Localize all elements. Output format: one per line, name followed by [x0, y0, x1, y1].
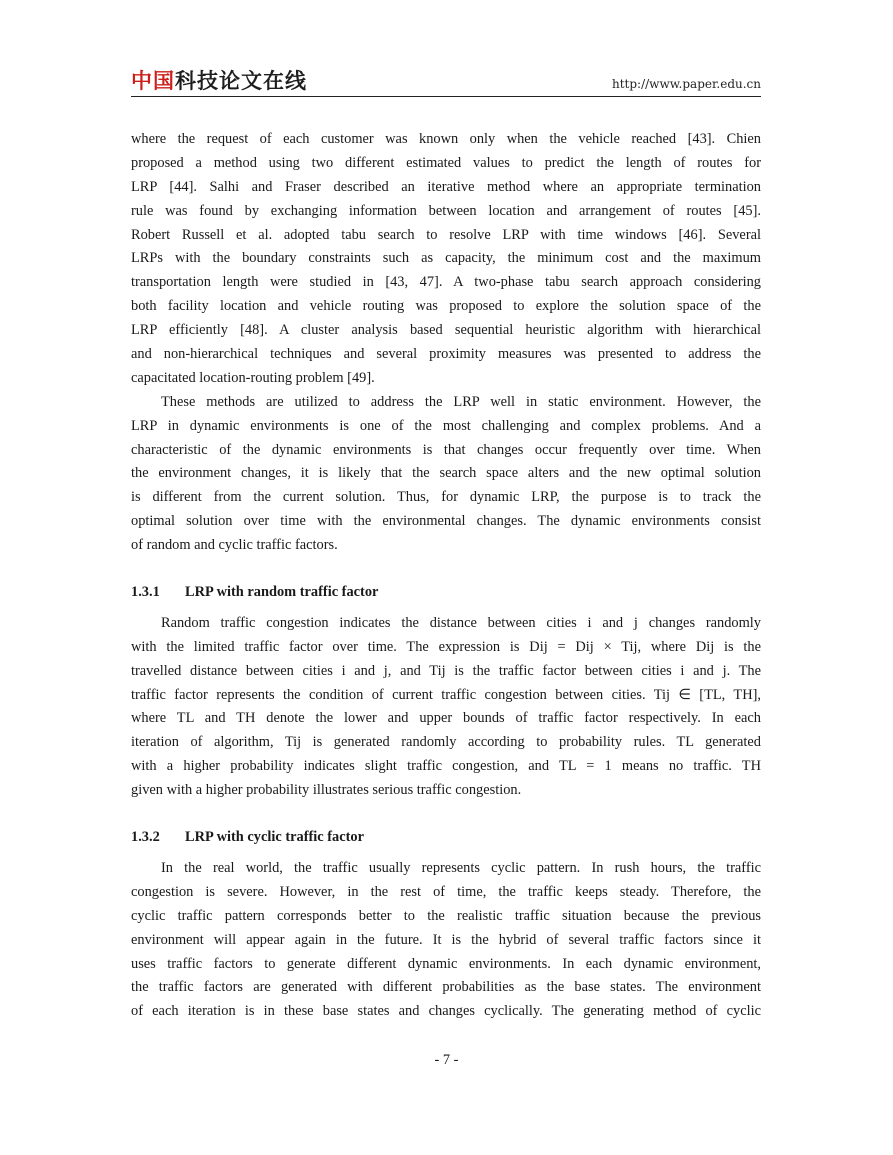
text-line: and non-hierarchical techniques and several proximity measures was presented to address the [131, 346, 761, 363]
text-line: with a higher probability indicates slight traffic congestion, and TL = 1 means no traffic. TH [131, 758, 761, 775]
text-line: rule was found by exchanging information between location and arrangement of routes [45]. [131, 202, 761, 219]
text-line: LRPs with the boundary constraints such as capacity, the minimum cost and the maximum [131, 250, 761, 267]
text-line: LRP efficiently [48]. A cluster analysis based sequential heuristic algorithm with hierarchical [131, 322, 761, 339]
text-line: Robert Russell et al. adopted tabu search to resolve LRP with time windows [46]. Several [131, 226, 761, 243]
paragraph-1 [131, 128, 761, 391]
section-title: LRP with cyclic traffic factor [185, 829, 365, 846]
text-line: travelled distance between cities i and j, and Tij is the traffic factor between cities i and j. The [131, 662, 761, 679]
text-line: environment will appear again in the future. It is the hybrid of several traffic factors since it [131, 931, 761, 948]
text-line: optimal solution over time with the environmental changes. The dynamic environments consist [131, 513, 761, 530]
text-line: LRP [44]. Salhi and Fraser described an iterative method where an appropriate termination [131, 178, 761, 195]
text-line: characteristic of the dynamic environments is that changes occur frequently over time. When [131, 441, 761, 458]
text-line: the environment changes, it is likely that the search space alters and the new optimal solution [131, 465, 761, 482]
text-line: capacitated location-routing problem [49]. [131, 369, 375, 386]
text-line: given with a higher probability illustrates serious traffic congestion. [131, 782, 522, 799]
text-line: with the limited traffic factor over time. The expression is Dij = Dij × Tij, where Dij is the [131, 638, 761, 655]
text-line: uses traffic factors to generate different dynamic environments. In each dynamic environment, [131, 955, 761, 972]
header-url[interactable]: http://www.paper.edu.cn [611, 77, 761, 91]
page-number: - 7 - [434, 1052, 459, 1068]
text-line: Random traffic congestion indicates the distance between cities i and j changes randomly [161, 614, 761, 631]
paragraph-3 [131, 612, 761, 803]
paragraph-2 [131, 391, 761, 558]
text-line: LRP in dynamic environments is one of the most challenging and complex problems. And a [131, 417, 761, 434]
text-line: of random and cyclic traffic factors. [131, 537, 338, 554]
text-line: proposed a method using two different estimated values to predict the length of routes for [131, 154, 761, 171]
paragraph-4 [131, 857, 761, 1024]
section-number: 1.3.1 [131, 584, 160, 601]
text-line: traffic factor represents the condition of current traffic congestion between cities. Tij ∈ [TL, TH], [131, 686, 761, 703]
text-line: of each iteration is in these base states and changes cyclically. The generating method of cyclic [131, 1003, 761, 1020]
text-line: iteration of algorithm, Tij is generated randomly according to probability rules. TL generated [131, 734, 761, 751]
text-line: where the request of each customer was known only when the vehicle reached [43]. Chien [131, 131, 761, 147]
text-line: transportation length were studied in [43, 47]. A two-phase tabu search approach considering [131, 274, 761, 291]
text-line: where TL and TH denote the lower and upper bounds of traffic factor respectively. In each [131, 710, 761, 727]
page-header [131, 68, 761, 97]
logo-text-dark: 科技论文在线 [175, 69, 307, 93]
paper-body [131, 128, 761, 1024]
section-heading-1-3-2 [131, 826, 761, 850]
logo-text-red: 中国 [131, 69, 175, 93]
text-line: both facility location and vehicle routing was proposed to explore the solution space of the [131, 298, 761, 315]
section-title: LRP with random traffic factor [185, 584, 379, 601]
text-line: In the real world, the traffic usually represents cyclic pattern. In rush hours, the traffic [161, 859, 761, 876]
text-line: congestion is severe. However, in the rest of time, the traffic keeps steady. Therefore, the [131, 883, 761, 900]
text-line: the traffic factors are generated with different probabilities as the base states. The environment [131, 979, 761, 996]
text-line: cyclic traffic pattern corresponds better to the realistic traffic situation because the previous [131, 907, 761, 924]
journal-logo [131, 69, 307, 93]
text-line: is different from the current solution. Thus, for dynamic LRP, the purpose is to track the [131, 489, 761, 506]
text-line: These methods are utilized to address the LRP well in static environment. However, the [161, 393, 761, 410]
section-heading-1-3-1 [131, 581, 761, 605]
section-number: 1.3.2 [131, 829, 160, 846]
